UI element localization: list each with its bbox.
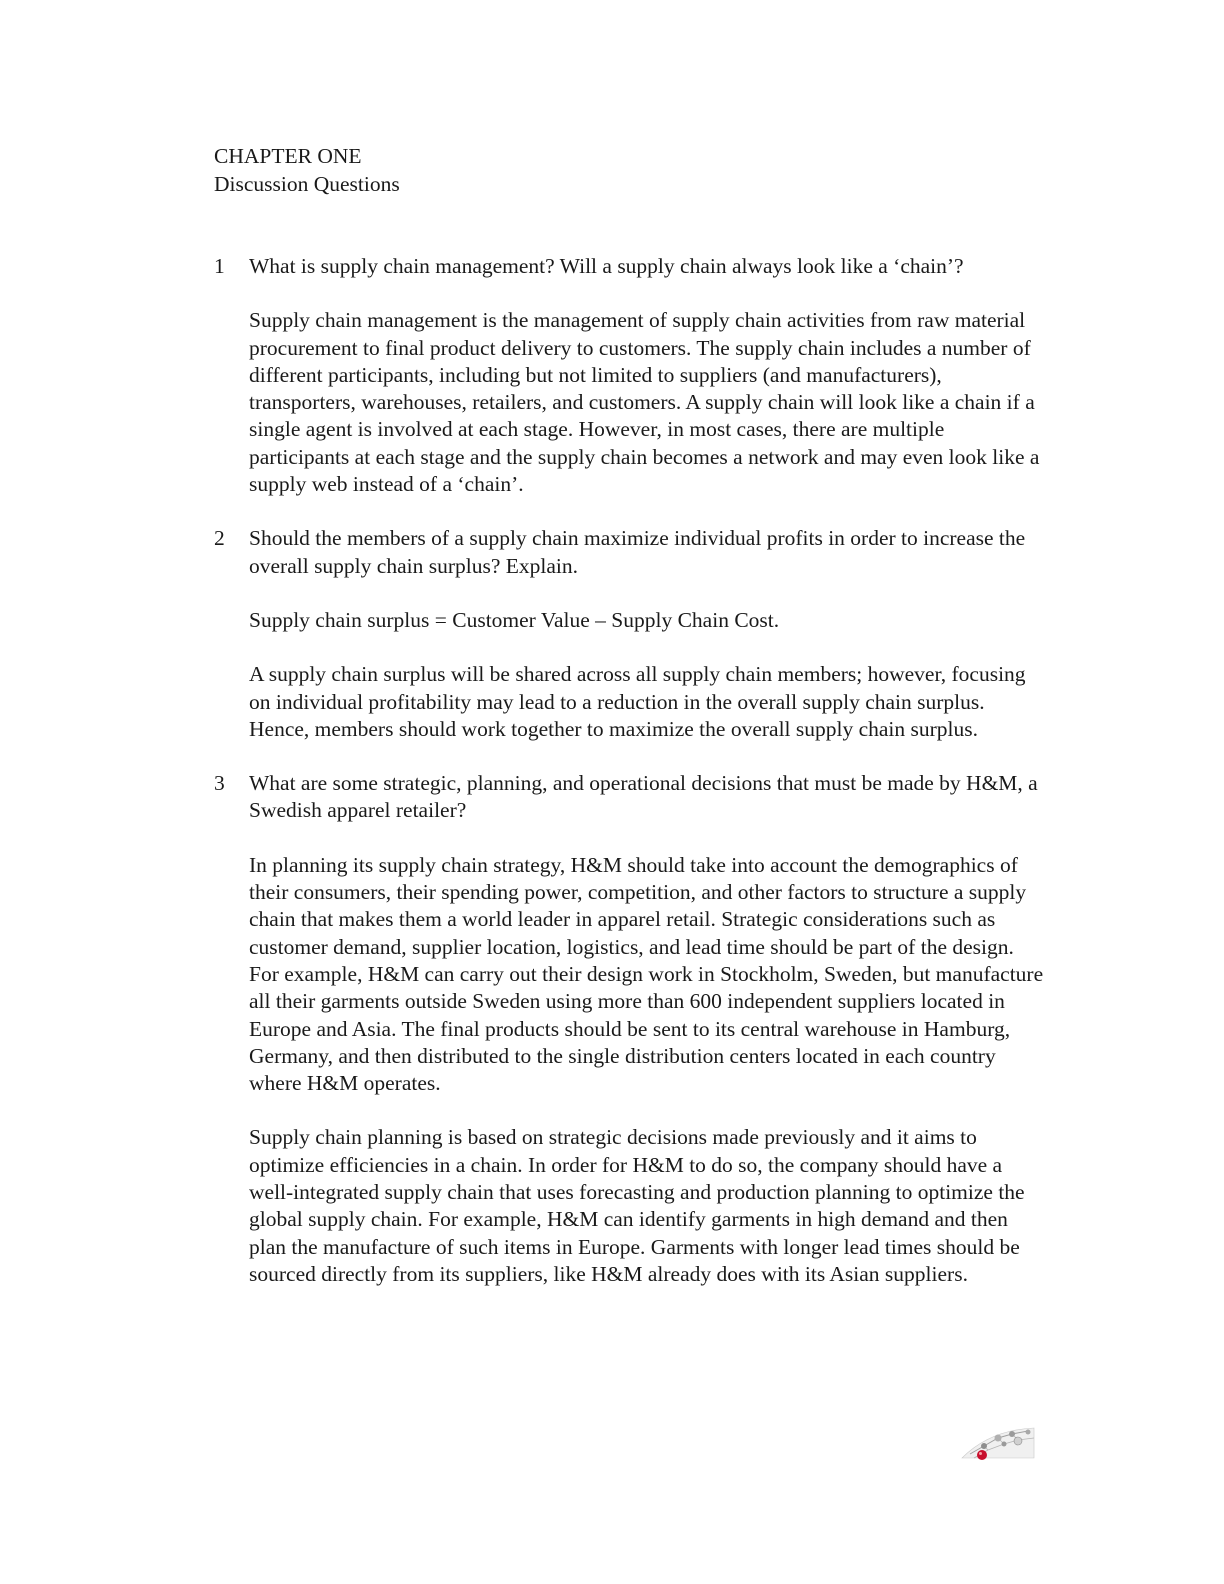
answer-paragraph: Supply chain management is the management of supply chain activities from raw material procurement to final product delivery to customers. The supply chain includes a number of different participants, including but not limited to suppliers (and manufacturers), transporters, warehouses, retailers, and customers. A supply chain will look like a chain if a single agent is involved at each stage. However, in most cases, there are multiple participants at each stage and the supply chain becomes a network and may even look like a supply web instead of a ‘chain’. bbox=[249, 308, 1040, 497]
question-text: Should the members of a supply chain maximize individual profits in order to increase the overall supply chain surplus? Explain. bbox=[249, 526, 1026, 578]
question-list bbox=[214, 253, 1044, 1315]
answer-paragraph: Supply chain planning is based on strategic decisions made previously and it aims to optimize efficiencies in a chain. In order for H&M to do so, the company should have a well-integrated supply chain that uses forecasting and production planning to optimize the global supply chain. For example, H&M can identify garments in high demand and then plan the manufacture of such items in Europe. Garments with longer lead times should be sourced directly from its suppliers, like H&M already does with its Asian suppliers. bbox=[249, 1125, 1025, 1286]
chapter-title: CHAPTER ONE bbox=[214, 144, 362, 168]
answer-paragraph: Supply chain surplus = Customer Value – Supply Chain Cost. bbox=[249, 607, 780, 632]
answer-paragraph: In planning its supply chain strategy, H&M should take into account the demographics of their consumers, their spending power, competition, and other factors to structure a supply chain that makes them a world leader in apparel retail. Strategic considerations such as customer demand, supplier location, logistics, and lead time should be part of the design. For example, H&M can carry out their design work in Stockholm, Sweden, but manufacture all their garments outside Sweden using more than 600 independent suppliers located in Europe and Asia. The final products should be sent to its central warehouse in Hamburg, Germany, and then distributed to the single distribution centers located in each country where H&M operates. bbox=[249, 852, 1044, 1096]
chapter-header bbox=[214, 142, 400, 198]
chapter-subtitle: Discussion Questions bbox=[214, 172, 400, 196]
question-text: What is supply chain management? Will a supply chain always look like a ‘chain’? bbox=[249, 254, 964, 278]
question-number: 3 bbox=[214, 771, 225, 796]
question-item bbox=[214, 253, 1044, 498]
question-item bbox=[214, 525, 1044, 743]
question-item bbox=[214, 770, 1044, 1288]
question-number: 1 bbox=[214, 254, 225, 278]
answer-paragraph: A supply chain surplus will be shared across all supply chain members; however, focusing on individual profitability may lead to a reduction in the overall supply chain surplus. Hence, members should work together to maximize the overall supply chain surplus. bbox=[249, 662, 1026, 741]
network-globe-logo-icon bbox=[960, 1424, 1036, 1460]
question-number: 2 bbox=[214, 526, 225, 551]
question-text: What are some strategic, planning, and operational decisions that must be made by H&M, a Swedish apparel retailer? bbox=[249, 771, 1038, 823]
